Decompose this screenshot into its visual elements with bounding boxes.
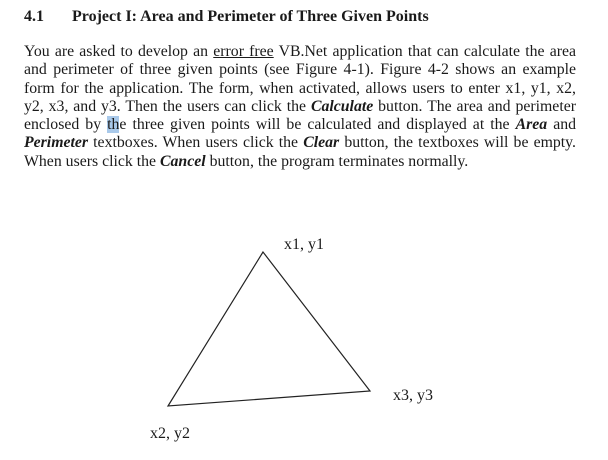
vertex-label-x3-y3: x3, y3	[393, 387, 433, 404]
text-run: VB.Net application that can calculate the area and perimeter of three given points (see Figure 4-1). Figure 4-2 shows an example form for the application. The form, when activated, allows users to enter x1, y1, x2, y2, x3, and y3. Then the users can click the	[24, 43, 576, 115]
section-number: 4.1	[24, 8, 44, 25]
vertex-label-x1-y1: x1, y1	[284, 236, 324, 253]
text-run: button, the textboxes will be empty. When users click the	[24, 134, 576, 170]
text-run: e three given points will be calculated and displayed at the	[119, 116, 516, 134]
text-run: and	[547, 116, 577, 134]
triangle-shape	[168, 252, 370, 406]
cancel-term: Cancel	[159, 152, 206, 170]
calculate-term: Calculate	[310, 97, 374, 115]
text-run: You are asked to develop an	[24, 43, 214, 60]
text-run: button, the program terminates normally.	[205, 152, 469, 170]
selection-highlight[interactable]: th	[107, 116, 120, 134]
underlined-text: error free	[213, 43, 274, 60]
section-title: Project I: Area and Perimeter of Three Given Points	[72, 8, 429, 25]
area-term: Area	[515, 116, 548, 134]
clear-term: Clear	[303, 134, 340, 152]
text-run: button. The area and perimeter enclosed by	[24, 97, 576, 134]
vertex-label-x2-y2: x2, y2	[150, 425, 190, 442]
perimeter-term: Perimeter	[24, 134, 89, 152]
text-run: textboxes. When users click the	[88, 134, 304, 152]
